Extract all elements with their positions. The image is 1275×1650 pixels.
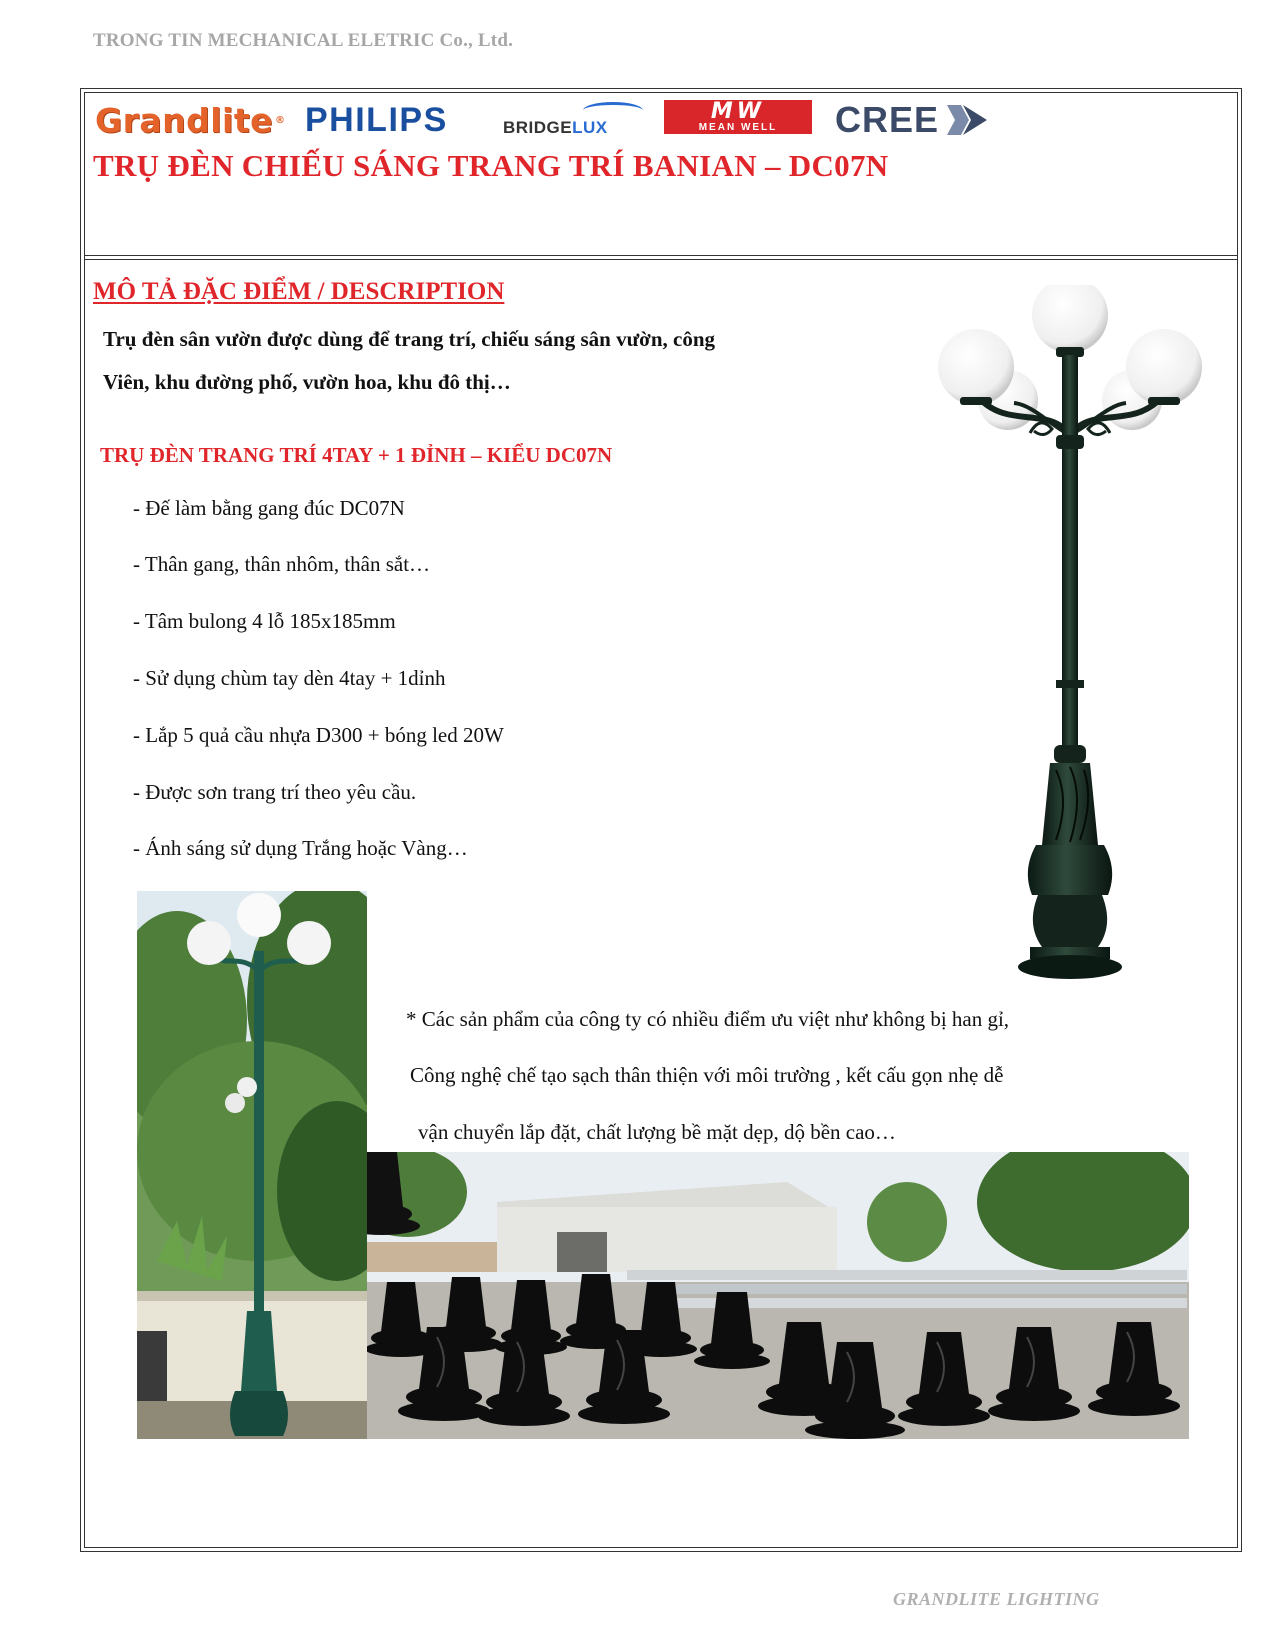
spec-bullet-body: - Thân gang, thân nhôm, thân sắt… — [133, 552, 431, 576]
meanwell-logo-mark: MW — [710, 98, 766, 124]
bridgelux-logo — [503, 108, 608, 148]
grandlite-logo — [95, 100, 286, 140]
garden-lamp-photo — [137, 891, 367, 1439]
header-divider — [85, 255, 1237, 260]
lamp-post-product-image — [938, 285, 1208, 1005]
bridgelux-logo-text-b: LUX — [572, 118, 608, 137]
registered-mark: ® — [275, 114, 286, 126]
footer-brand: GRANDLITE LIGHTING — [893, 1589, 1100, 1609]
spec-bullet-light: - Ánh sáng sử dụng Trắng hoặc Vàng… — [133, 836, 468, 860]
company-name: TRONG TIN MECHANICAL ELETRIC Co., Ltd. — [93, 30, 514, 51]
philips-logo-text: PHILIPS — [305, 100, 448, 139]
spec-bullet-base: - Đế làm bằng gang đúc DC07N — [133, 496, 405, 520]
bridgelux-logo-text-a: BRIDGE — [503, 118, 573, 137]
spec-bullet-bolt: - Tâm bulong 4 lỗ 185x185mm — [133, 609, 396, 633]
cree-logo-text: CREE — [835, 99, 940, 140]
bridgelux-arc-icon — [583, 102, 643, 119]
note-line-3: vận chuyển lắp đặt, chất lượng bề mặt dẹp, dộ bền cao… — [418, 1120, 896, 1144]
note-line-2: Công nghệ chế tạo sạch thân thiện với môi trường , kết cấu gọn nhẹ dễ — [410, 1063, 1004, 1087]
description-heading: MÔ TẢ ĐẶC ĐIỂM / DESCRIPTION — [93, 278, 505, 305]
spec-bullet-arms: - Sử dụng chùm tay dèn 4tay + 1dỉnh — [133, 666, 446, 690]
spec-bullet-paint: - Được sơn trang trí theo yêu cầu. — [133, 780, 417, 804]
factory-bases-photo — [367, 1152, 1189, 1439]
product-title: TRỤ ĐÈN CHIẾU SÁNG TRANG TRÍ BANIAN – DC07N — [93, 148, 889, 183]
cree-chevron-icon — [943, 103, 989, 137]
note-line-1: * Các sản phẩm của công ty có nhiều điểm ưu việt như không bị han gỉ, — [406, 1007, 1010, 1031]
spec-bullet-globes: - Lắp 5 quả cầu nhựa D300 + bóng led 20W — [133, 723, 504, 747]
product-sub-heading: TRỤ ĐÈN TRANG TRÍ 4TAY + 1 ĐỈNH – KIỂU DC07N — [100, 443, 613, 467]
meanwell-logo — [664, 100, 812, 134]
intro-line-1: Trụ đèn sân vườn được dùng để trang trí, chiếu sáng sân vườn, công — [103, 327, 715, 351]
philips-logo — [305, 100, 448, 140]
intro-line-2: Viên, khu đường phố, vườn hoa, khu đô thị… — [103, 370, 511, 394]
grandlite-logo-text: Grandlite — [95, 100, 274, 140]
cree-logo — [835, 100, 989, 140]
meanwell-logo-text: MEAN WELL — [698, 121, 778, 133]
